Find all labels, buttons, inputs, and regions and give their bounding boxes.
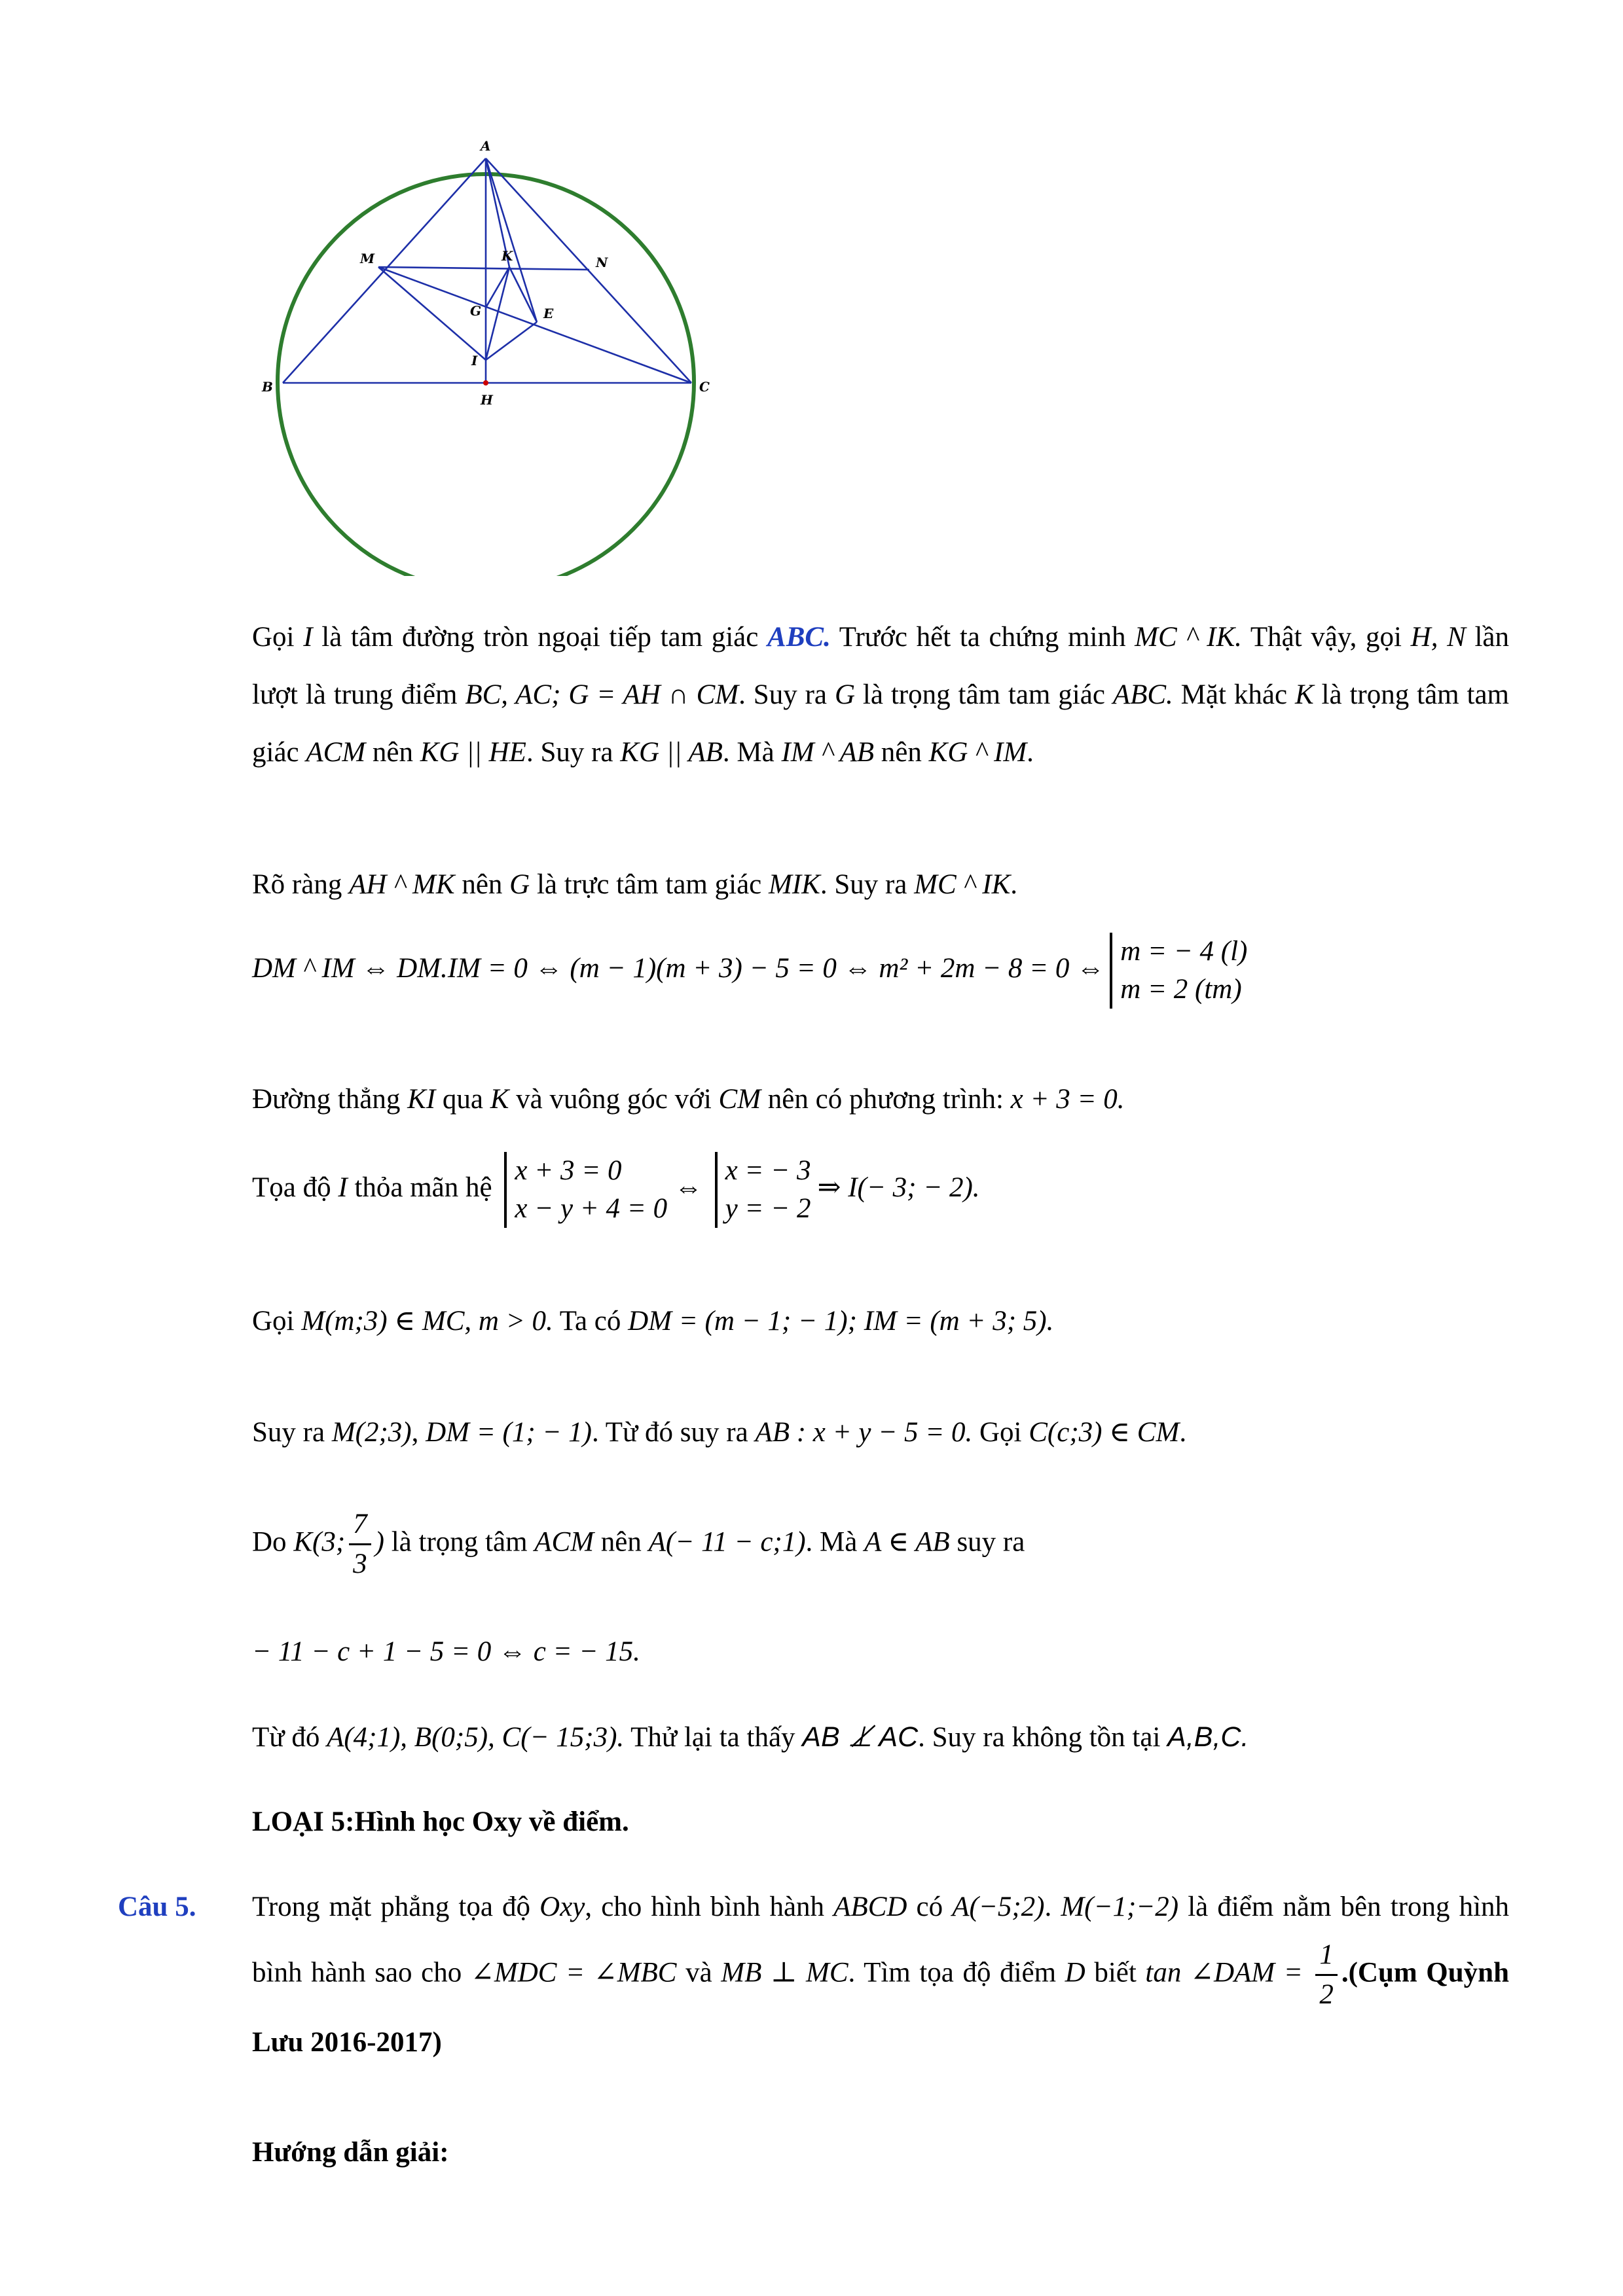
label-a: A xyxy=(481,138,491,154)
label-n: N xyxy=(596,255,608,270)
label-k: K xyxy=(501,248,513,264)
label-e: E xyxy=(543,306,554,321)
point-h xyxy=(483,380,488,386)
label-m: M xyxy=(360,251,375,266)
question-body: Trong mặt phẳng tọa độ Oxy, cho hình bình hành ABCD có A(−5;2). M(−1;−2) là điểm nằm bên trong hình bình hành sao cho ∠MDC = ∠MBC và MB ⊥ MC. Tìm tọa độ điểm D biết tan ∠DAM = $\frac{1}{2}$ .(Cụm Quỳnh Lưu 2016-2017) xyxy=(252,1892,1510,2058)
label-h: H xyxy=(481,392,493,408)
paragraph-orthocenter: Rõ ràng AH ^ MK nên G là trực tâm tam giác MIK. Suy ra MC ^ IK. xyxy=(252,869,1018,900)
segment-gk xyxy=(486,267,509,308)
segment-mn xyxy=(378,267,589,270)
system-point-i: Tọa độ I thỏa mãn hệ x + 3 = 0 x − y + 4 = 0 ⇔ x = − 3 y = − 2 ⇒ I(− 3; − 2). xyxy=(252,1152,1509,1228)
segment-mc xyxy=(378,267,691,383)
paragraph-line-ab: Suy ra M(2;3), DM = (1; − 1). Từ đó suy ra AB : x + y − 5 = 0. Gọi C(c;3) ∈ CM. xyxy=(252,1417,1187,1448)
paragraph-centroid-k: Do K(3; $\frac{7}{3}$ ) là trọng tâm ACM nên A(− 11 − c;1). Mà A ∈ AB suy ra xyxy=(252,1505,1509,1583)
geometry-figure xyxy=(242,118,727,576)
label-g: G xyxy=(470,303,482,319)
label-c: C xyxy=(699,379,710,395)
paragraph-conclusion: Từ đó A(4;1), B(0;5), C(− 15;3). Thử lại ta thấy AB ⊥̸ AC. Suy ra không tồn tại A,B,C. xyxy=(252,1721,1249,1753)
paragraph-point-m: Gọi M(m;3) ∈ MC, m > 0. Ta có DM = (m − 1; − 1); IM = (m + 3; 5). xyxy=(252,1306,1054,1336)
section-heading: LOẠI 5:Hình học Oxy về điểm. xyxy=(252,1806,629,1837)
paragraph-line-ki: Đường thẳng KI qua K và vuông góc với CM nên có phương trình: x + 3 = 0. xyxy=(252,1084,1125,1115)
segment-ab xyxy=(283,158,486,383)
question-label: Câu 5. xyxy=(118,1892,196,1922)
equation-c: − 11 − c + 1 − 5 = 0 ⇔ c = − 15. xyxy=(252,1636,640,1667)
solution-guide-heading: Hướng dẫn giải: xyxy=(252,2137,449,2168)
segment-ae xyxy=(486,158,537,322)
label-b: B xyxy=(262,379,273,395)
label-i: I xyxy=(471,353,478,368)
equation-dm-im: DM ^ IM ⇔ DM.IM = 0 ⇔ (m − 1)(m + 3) − 5 = 0 ⇔ m² + 2m − 8 = 0 ⇔ m = − 4 (l) m = 2 (tm) xyxy=(252,933,1509,1009)
paragraph-proof: Gọi I là tâm đường tròn ngoại tiếp tam giác ABC. Trước hết ta chứng minh MC ^ IK. Thật vậy, gọi H, N lần lượt là trung điểm BC, AC; G = AH ∩ CM. Suy ra G là trọng tâm tam giác ABC. Mặt khác K là trọng tâm tam giác ACM nên KG || HE. Suy ra KG || AB. Mà IM ^ AB nên KG ^ IM. xyxy=(252,622,1510,768)
